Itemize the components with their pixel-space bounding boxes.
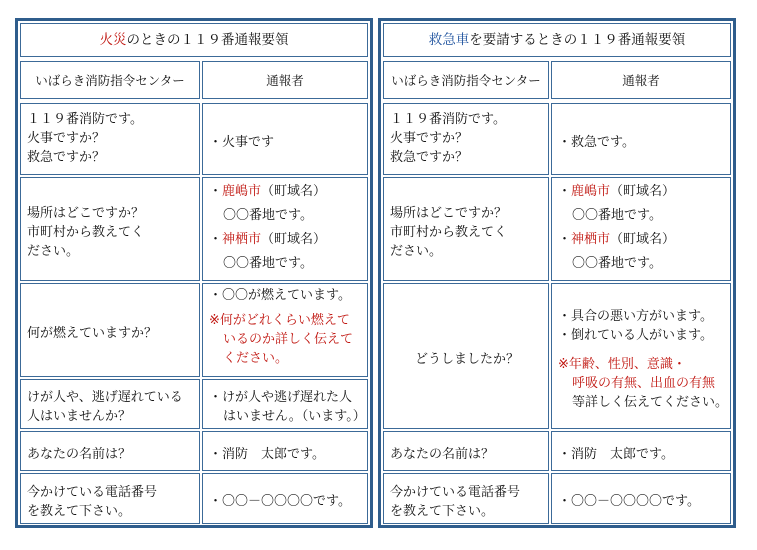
answer-line: ・火事です [209,134,275,150]
question-cell [383,177,549,281]
answer-cell [202,283,368,377]
town-name: （町域名） [261,184,327,199]
question-line: を教えて下さい。 [27,503,132,519]
note-line: ※何がどれくらい燃えて [209,313,350,328]
question-line: あなたの名前は？ [27,446,132,462]
answer-line: ・けが人や逃げ遅れた人 [209,390,353,405]
note-line: ください。 [223,351,289,366]
title-fire-word: 火災 [99,31,127,48]
answer-line: ・〇〇が燃えています。 [209,288,351,303]
answer-line: はいません。（います。） [223,409,366,424]
question-line: 何が燃えていますか？ [27,325,158,341]
answer-line: ・〇〇－〇〇〇〇です。 [558,494,700,509]
answer-line: ・具合の悪い方がいます。 [558,308,713,324]
answer-line: 〇〇番地です。 [572,256,662,271]
question-line: 今かけている電話番号 [27,484,158,500]
col-header-caller-label: 通報者 [622,72,660,88]
col-header-dispatch [20,61,200,99]
question-line: 火事ですか？ [27,131,106,146]
answer-line: 〇〇番地です。 [223,256,313,271]
answer-line: 〇〇番地です。 [223,208,313,223]
answer-line: 〇〇番地です。 [572,208,662,223]
col-header-caller [551,61,731,99]
question-line: 場所はどこですか？ [27,205,145,221]
question-cell [383,431,549,471]
answer-line: ・鹿嶋市（町域名） [558,184,676,199]
question-line: １１９番消防です。 [390,112,506,127]
note-line: 呼吸の有無、出血の有無 [572,375,716,391]
answer-cell [202,379,368,429]
question-line: を教えて下さい。 [390,503,495,519]
question-cell [383,283,549,429]
answer-cell [202,431,368,471]
question-cell [383,103,549,175]
question-cell [383,473,549,524]
answer-line: ・神栖市（町域名） [558,232,676,247]
answer-cell [202,177,368,281]
answer-line: ・鹿嶋市（町域名） [209,184,327,199]
question-line: 救急ですか？ [27,150,106,165]
question-cell [20,103,200,175]
col-header-dispatch-label: いばらき消防指令センター [35,72,185,88]
question-line: 人はいませんか？ [27,409,132,424]
col-header-caller [202,61,368,99]
question-line: １１９番消防です。 [27,112,143,127]
answer-line: ・救急です。 [558,134,635,150]
question-cell [20,431,200,471]
question-line: 今かけている電話番号 [390,484,521,500]
answer-cell [551,283,731,429]
question-line: どうしましたか？ [414,351,519,367]
title-ambulance-word: 救急車 [428,31,470,48]
city-name: 神栖市 [571,232,611,247]
city-name: 鹿嶋市 [571,184,611,199]
ambulance-report-panel [378,18,736,528]
col-header-caller-label: 通報者 [266,72,304,88]
col-header-dispatch-label: いばらき消防指令センター [391,72,541,88]
answer-line: ・倒れている人がいます。 [558,327,713,343]
answer-cell [551,431,731,471]
title-rest: のときの１１９番通報要領 [126,31,289,48]
question-line: 市町村から教えてく [390,224,508,240]
question-cell [20,379,200,429]
question-line: ださい。 [390,243,443,259]
answer-cell [551,473,731,524]
fire-report-panel [15,18,373,528]
town-name: （町域名） [261,232,327,247]
question-line: あなたの名前は？ [390,446,495,462]
answer-line: ・消防 太郎です。 [209,446,325,462]
answer-cell [202,473,368,524]
town-name: （町域名） [610,232,676,247]
question-line: 火事ですか？ [390,131,469,146]
question-line: けが人や、逃げ遅れている [27,390,183,405]
title-rest: を要請するときの１１９番通報要領 [469,31,686,48]
note-line: いるのか詳しく伝えて [223,332,354,347]
answer-line: ・神栖市（町域名） [209,232,327,247]
question-cell [20,283,200,377]
answer-cell [202,103,368,175]
note-line: 等詳しく伝えてください。 [572,394,729,410]
city-name: 神栖市 [222,232,262,247]
fire-panel-title [20,23,368,57]
answer-cell [551,103,731,175]
answer-line: ・〇〇－〇〇〇〇です。 [209,494,351,509]
question-line: 救急ですか？ [390,150,469,165]
note-line: ※年齢、性別、意識・ [558,356,686,372]
answer-line: ・消防 太郎です。 [558,446,674,462]
city-name: 鹿嶋市 [222,184,262,199]
col-header-dispatch [383,61,549,99]
ambulance-panel-title [383,23,731,57]
question-line: ださい。 [27,243,80,259]
question-cell [20,177,200,281]
answer-cell [551,177,731,281]
town-name: （町域名） [610,184,676,199]
question-cell [20,473,200,524]
question-line: 場所はどこですか？ [390,205,508,221]
question-line: 市町村から教えてく [27,224,145,240]
